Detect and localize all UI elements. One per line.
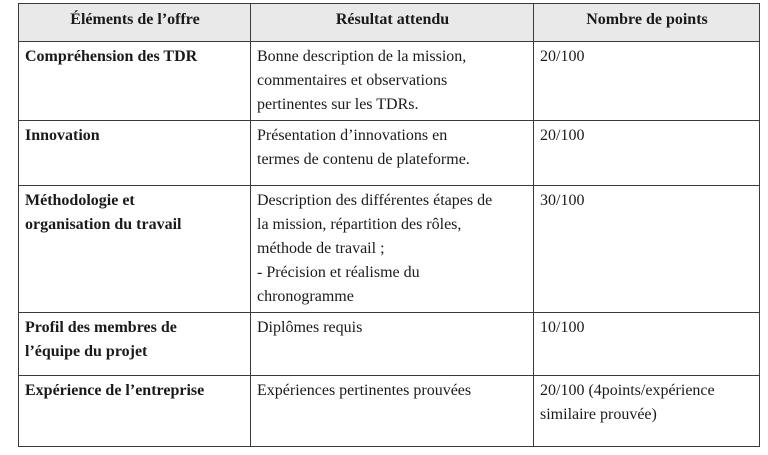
points-cell (534, 313, 760, 376)
expected-text: commentaires et observations (257, 72, 448, 89)
expected-text: méthode de travail ; (257, 240, 385, 257)
expected-text: la mission, répartition des rôles, (257, 216, 462, 233)
expected-text: chronogramme (257, 288, 354, 305)
criterion-cell (19, 121, 251, 186)
points-text: 20/100 (540, 127, 585, 144)
expected-text: Diplômes requis (257, 319, 363, 336)
points-text: 20/100 (4points/expérience (540, 382, 715, 399)
table-row (19, 42, 760, 121)
expected-text: Description des différentes étapes de (257, 192, 493, 209)
criterion-text: l’équipe du projet (25, 343, 148, 360)
expected-text: Expériences pertinentes prouvées (257, 382, 472, 399)
criterion-cell (19, 313, 251, 376)
criterion-cell (19, 376, 251, 447)
criterion-cell (19, 186, 251, 313)
table-row (19, 313, 760, 376)
criterion-cell (19, 42, 251, 121)
table-row (19, 376, 760, 447)
criterion-text: Expérience de l’entreprise (25, 382, 205, 399)
points-cell (534, 42, 760, 121)
criterion-text: organisation du travail (25, 216, 182, 233)
criterion-text: Méthodologie et (25, 192, 135, 209)
points-cell (534, 186, 760, 313)
criterion-text: Profil des membres de (25, 319, 177, 336)
evaluation-criteria-table (18, 3, 760, 447)
expected-cell (251, 42, 534, 121)
header-expected-result: Résultat attendu (251, 4, 534, 42)
criterion-text: Innovation (25, 127, 100, 144)
expected-text: Présentation d’innovations en (257, 127, 448, 144)
table-row (19, 186, 760, 313)
points-text: 30/100 (540, 192, 585, 209)
points-text: 10/100 (540, 319, 585, 336)
header-offer-elements: Éléments de l’offre (19, 4, 251, 42)
expected-text: - Précision et réalisme du (257, 264, 420, 281)
expected-text: termes de contenu de plateforme. (257, 151, 470, 168)
header-points: Nombre de points (534, 4, 760, 42)
expected-text: Bonne description de la mission, (257, 48, 467, 65)
table-header-row (19, 4, 760, 42)
expected-text: pertinentes sur les TDRs. (257, 96, 419, 113)
points-text: similaire prouvée) (540, 406, 657, 423)
criterion-text: Compréhension des TDR (25, 48, 198, 65)
expected-cell (251, 121, 534, 186)
points-cell (534, 376, 760, 447)
expected-cell (251, 186, 534, 313)
points-cell (534, 121, 760, 186)
expected-cell (251, 313, 534, 376)
points-text: 20/100 (540, 48, 585, 65)
expected-cell (251, 376, 534, 447)
table-row (19, 121, 760, 186)
